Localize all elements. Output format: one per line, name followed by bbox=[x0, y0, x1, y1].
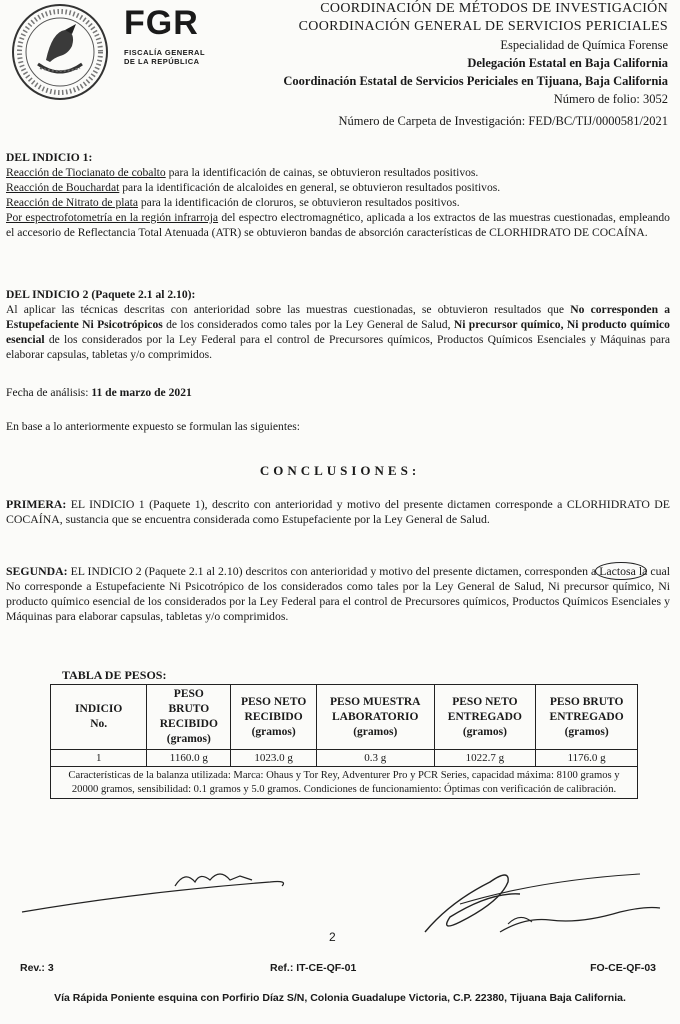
header-indicio: INDICIO No. bbox=[51, 685, 147, 750]
indicio-1-reaction-1: Reacción de Tiocianato de cobalto para la identificación de cainas, se obtuvieron resultados positivos. bbox=[6, 166, 479, 179]
indicio-1-reaction-3: Reacción de Nitrato de plata para la identificación de cloruros, se obtuvieron resultados positivos. bbox=[6, 196, 460, 209]
footer-address: Vía Rápida Poniente esquina con Porfirio Díaz S/N, Colonia Guadalupe Victoria, C.P. 22380, Tijuana Baja California. bbox=[54, 992, 626, 1004]
table-row bbox=[51, 750, 638, 767]
indicio-2-section bbox=[6, 287, 670, 362]
fgr-logo-word: FGR bbox=[124, 4, 199, 42]
header-folio: Número de folio: 3052 bbox=[553, 92, 668, 106]
weights-table bbox=[50, 684, 638, 799]
fgr-logo-subtitle-1: FISCALÍA GENERAL bbox=[124, 48, 206, 57]
tabla-title: TABLA DE PESOS: bbox=[62, 668, 167, 682]
conclusion-primera: PRIMERA: EL INDICIO 1 (Paquete 1), descrito con anterioridad y motivo del presente dictamen corresponde a CLORHIDRATO DE COCAÍNA, sustancia que se encuentra considerada como Estupefaciente por la Ley General de Salud. bbox=[6, 497, 670, 526]
header-peso-neto-entregado: PESO NETO ENTREGADO (gramos) bbox=[434, 685, 536, 750]
base-text: En base a lo anteriormente expuesto se formulan las siguientes: bbox=[6, 420, 300, 433]
conclusion-segunda: SEGUNDA: EL INDICIO 2 (Paquete 2.1 al 2.10) descritos con anterioridad y motivo del presente dictamen, corresponden a Lactosa la cual No corresponde a Estupefaciente Ni Psicotrópico de los considerados como tales por la Ley General de Salud, Ni precursor químico, Ni producto químico esencial de los considerados por la Ley Federal para el control de Precursores químicos, Productos Químicos Esenciales y Máquinas para elaborar capsulas, tabletas y/o comprimidos. bbox=[6, 564, 670, 623]
fgr-logo-subtitle-2: DE LA REPÚBLICA bbox=[124, 57, 200, 66]
lactosa-term: Lactosa bbox=[599, 564, 636, 578]
indicio-1-reaction-4: Por espectrofotometría en la región infrarroja del espectro electromagnético, aplicada a los extractos de las muestras cuestionadas, empleando el accesorio de Reflectancia Total Atenuada (ATR) se obtuvieron bandas de absorción características de CLORHIDRATO DE COCAÍNA. bbox=[6, 211, 670, 239]
header-peso-muestra: PESO MUESTRA LABORATORIO (gramos) bbox=[316, 685, 434, 750]
indicio-2-title: DEL INDICIO 2 (Paquete 2.1 al 2.10): bbox=[6, 288, 196, 301]
header-carpeta: Número de Carpeta de Investigación: FED/BC/TIJ/0000581/2021 bbox=[338, 114, 668, 128]
indicio-1-section bbox=[6, 150, 670, 240]
header-line-2: COORDINACIÓN GENERAL DE SERVICIOS PERICIALES bbox=[298, 19, 668, 34]
table-header-row bbox=[51, 685, 638, 750]
national-seal-logo bbox=[10, 2, 110, 102]
cell-peso-neto-recibido: 1023.0 g bbox=[231, 750, 317, 767]
page-number: 2 bbox=[329, 930, 336, 944]
indicio-1-title: DEL INDICIO 1: bbox=[6, 151, 93, 164]
table-note-row bbox=[51, 767, 638, 799]
indicio-2-text: Al aplicar las técnicas descritas con anterioridad sobre las muestras cuestionadas, se obtuvieron resultados que No corresponden a Estupefaciente Ni Psicotrópicos de los considerados como tales por la Ley General de Salud, Ni precursor químico, Ni producto químico esencial de los considerados por la Ley Federal para el control de Precursores químicos, Productos Químicos Esenciales y Máquinas para elaborar capsulas, tabletas y/o comprimidos. bbox=[6, 303, 670, 361]
header-peso-neto-recibido: PESO NETO RECIBIDO (gramos) bbox=[231, 685, 317, 750]
tabla-pesos bbox=[50, 684, 638, 799]
indicio-1-reaction-2: Reacción de Bouchardat para la identificación de alcaloides en general, se obtuvieron resultados positivos. bbox=[6, 181, 501, 194]
cell-peso-neto-entregado: 1022.7 g bbox=[434, 750, 536, 767]
header-peso-bruto-entregado: PESO BRUTO ENTREGADO (gramos) bbox=[536, 685, 638, 750]
handwritten-circle bbox=[595, 562, 647, 580]
header-line-1: COORDINACIÓN DE MÉTODOS DE INVESTIGACIÓN bbox=[320, 1, 668, 16]
header-line-5: Coordinación Estatal de Servicios Periciales en Tijuana, Baja California bbox=[283, 74, 668, 88]
cell-peso-bruto-entregado: 1176.0 g bbox=[536, 750, 638, 767]
handwritten-signatures bbox=[20, 862, 670, 942]
header-peso-bruto-recibido: PESO BRUTO RECIBIDO (gramos) bbox=[147, 685, 231, 750]
header-line-4: Delegación Estatal en Baja California bbox=[467, 56, 668, 70]
header-line-3: Especialidad de Química Forense bbox=[500, 38, 668, 52]
footer-ref: Ref.: IT-CE-QF-01 bbox=[270, 962, 357, 974]
cell-indicio: 1 bbox=[51, 750, 147, 767]
cell-peso-bruto-recibido: 1160.0 g bbox=[147, 750, 231, 767]
fecha-analisis: Fecha de análisis: 11 de marzo de 2021 bbox=[6, 386, 192, 399]
cell-peso-muestra: 0.3 g bbox=[316, 750, 434, 767]
footer-code: FO-CE-QF-03 bbox=[590, 962, 656, 974]
footer-rev: Rev.: 3 bbox=[20, 962, 54, 974]
document-header bbox=[198, 0, 668, 130]
conclusiones-title: CONCLUSIONES: bbox=[259, 463, 421, 478]
balanza-note: Características de la balanza utilizada: Marca: Ohaus y Tor Rey, Adventurer Pro y PCR Series, capacidad máxima: 8100 gramos y 20000 gramos, sensibilidad: 0.1 gramos y 5.0 gramos. Condiciones de funcionamiento: Óptimas con verificación de calibración. bbox=[51, 767, 638, 799]
